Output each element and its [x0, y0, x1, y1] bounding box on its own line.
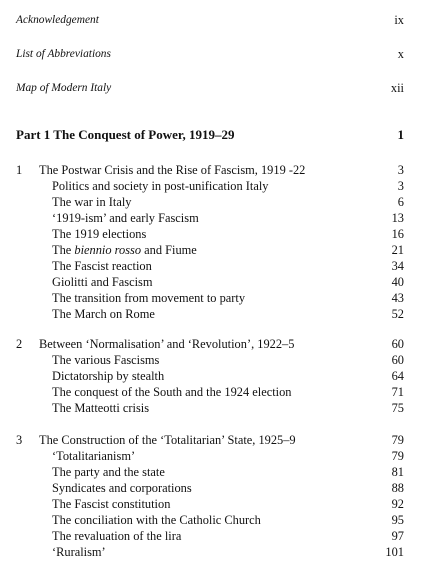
section-entry	[0, 496, 429, 512]
section-title: ‘Ruralism’	[52, 545, 106, 559]
section-entry	[0, 258, 429, 274]
section-title: Politics and society in post-unification Italy	[52, 179, 269, 193]
section-entry	[0, 544, 429, 560]
section-entry	[0, 512, 429, 528]
section-page: 88	[391, 481, 404, 495]
section-title-end: and Fiume	[141, 243, 197, 257]
chapter-page: 79	[391, 433, 404, 447]
chapter-page: 60	[391, 337, 404, 351]
chapter-title: Between ‘Normalisation’ and ‘Revolution’, 1922–5	[39, 337, 295, 351]
section-page: 40	[391, 275, 404, 289]
section-entry	[0, 290, 429, 306]
chapter-number: 1	[16, 163, 23, 177]
front-matter-entry	[0, 46, 429, 62]
section-entry	[0, 306, 429, 322]
section-page: 3	[397, 179, 404, 193]
section-page: 13	[391, 211, 404, 225]
section-page: 92	[391, 497, 404, 511]
section-title-start: The	[52, 243, 75, 257]
section-title: The revaluation of the lira	[52, 529, 182, 543]
section-title: Giolitti and Fascism	[52, 275, 153, 289]
section-page: 71	[391, 385, 404, 399]
section-entry	[0, 368, 429, 384]
section-page: 81	[391, 465, 404, 479]
section-entry	[0, 464, 429, 480]
entry-title: Acknowledgement	[16, 14, 99, 26]
section-title: The 1919 elections	[52, 227, 147, 241]
chapter-entry	[0, 162, 429, 178]
section-title: The conquest of the South and the 1924 election	[52, 385, 292, 399]
section-title: The party and the state	[52, 465, 165, 479]
section-page: 64	[391, 369, 404, 383]
front-matter-entry	[0, 80, 429, 96]
section-entry	[0, 480, 429, 496]
section-page: 101	[385, 545, 404, 559]
section-page: 60	[391, 353, 404, 367]
section-title	[52, 242, 197, 258]
section-title: The transition from movement to party	[52, 291, 246, 305]
section-title: The various Fascisms	[52, 353, 160, 367]
section-title: Syndicates and corporations	[52, 481, 192, 495]
section-entry	[0, 274, 429, 290]
section-title: The Matteotti crisis	[52, 401, 150, 415]
section-title: Dictatorship by stealth	[52, 369, 165, 383]
entry-page: x	[397, 47, 404, 61]
section-entry	[0, 242, 429, 258]
section-title: The conciliation with the Catholic Church	[52, 513, 261, 527]
section-page: 52	[391, 307, 404, 321]
section-page: 95	[391, 513, 404, 527]
section-title: The war in Italy	[52, 195, 132, 209]
section-title: The Fascist constitution	[52, 497, 171, 511]
section-title: ‘Totalitarianism’	[52, 449, 136, 463]
section-entry	[0, 528, 429, 544]
entry-title: Map of Modern Italy	[16, 82, 112, 94]
chapter-entry	[0, 432, 429, 448]
chapter-entry	[0, 336, 429, 352]
section-page: 97	[391, 529, 404, 543]
entry-page: ix	[394, 13, 404, 27]
section-entry	[0, 400, 429, 416]
section-entry	[0, 178, 429, 194]
entry-page: xii	[390, 81, 404, 95]
section-page: 6	[397, 195, 404, 209]
section-entry	[0, 384, 429, 400]
section-page: 79	[391, 449, 404, 463]
section-page: 16	[391, 227, 404, 241]
section-entry	[0, 448, 429, 464]
section-entry	[0, 352, 429, 368]
section-page: 21	[391, 243, 404, 257]
chapter-number: 2	[16, 337, 23, 351]
chapter-number: 3	[16, 433, 23, 447]
section-title: The March on Rome	[52, 307, 155, 321]
section-title: The Fascist reaction	[52, 259, 152, 273]
section-entry	[0, 194, 429, 210]
chapter-title: The Construction of the ‘Totalitarian’ State, 1925–9	[39, 433, 296, 447]
chapter-page: 3	[397, 163, 404, 177]
section-entry	[0, 226, 429, 242]
section-page: 43	[391, 291, 404, 305]
part-heading	[0, 127, 429, 143]
section-title: ‘1919-ism’ and early Fascism	[52, 211, 199, 225]
section-page: 75	[391, 401, 404, 415]
section-page: 34	[391, 259, 404, 273]
chapter-title: The Postwar Crisis and the Rise of Fascism, 1919 -22	[39, 163, 306, 177]
part-page: 1	[397, 127, 404, 142]
section-entry	[0, 210, 429, 226]
front-matter-entry	[0, 12, 429, 28]
part-title: Part 1 The Conquest of Power, 1919–29	[16, 127, 235, 142]
entry-title: List of Abbreviations	[16, 48, 111, 60]
section-title-italic: biennio rosso	[74, 243, 142, 257]
